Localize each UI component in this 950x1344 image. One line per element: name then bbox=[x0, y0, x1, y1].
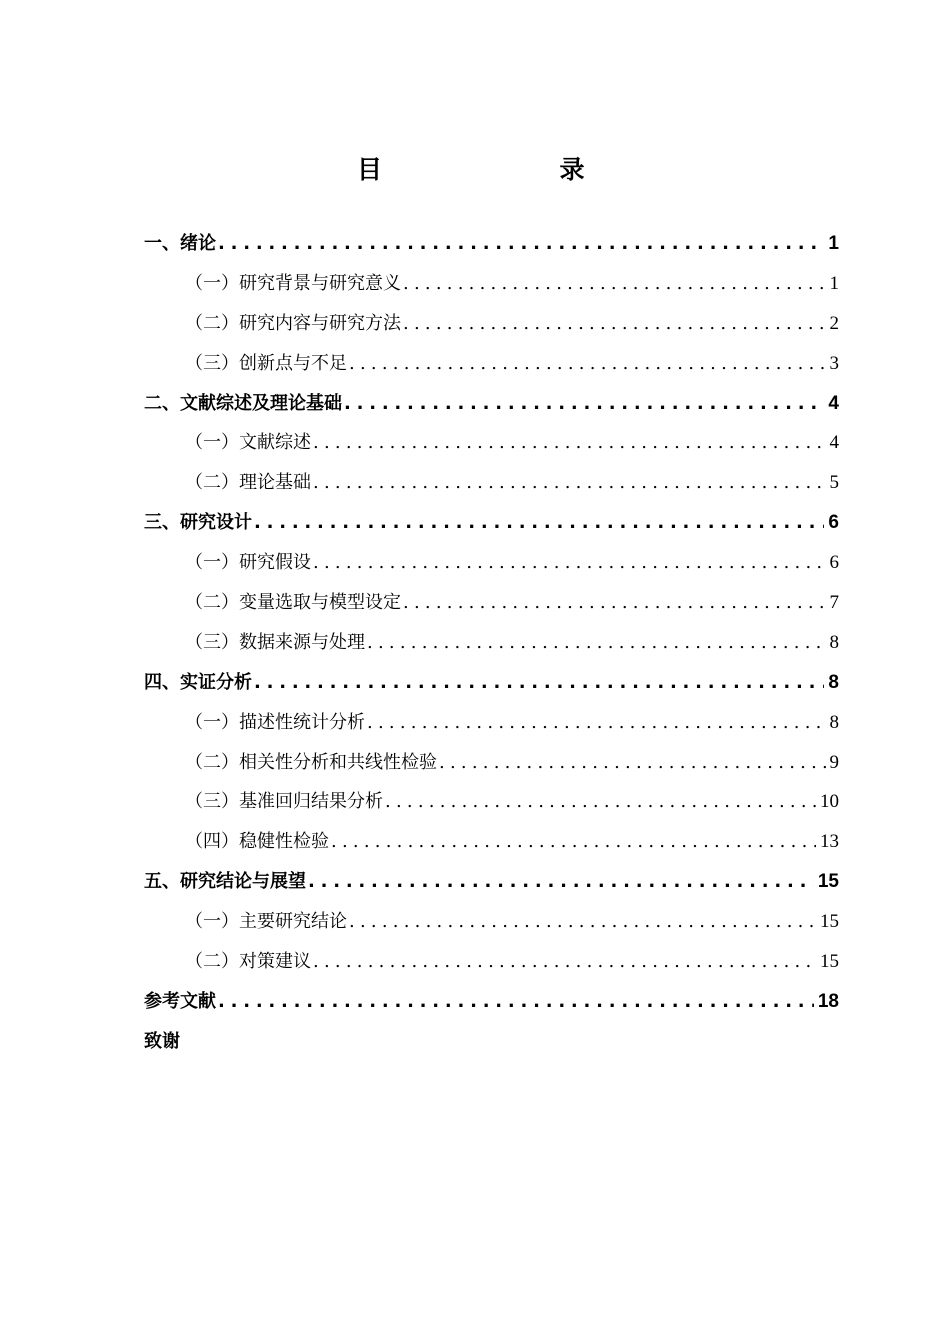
toc-entry-page-number: 15 bbox=[817, 871, 839, 893]
toc-leader-dots bbox=[349, 911, 816, 932]
toc-entry-page-number: 1 bbox=[829, 272, 839, 294]
toc-entry-page-number: 2 bbox=[829, 312, 839, 334]
toc-entry-label: 创新点与不足 bbox=[239, 352, 347, 374]
toc-entry-page-number: 6 bbox=[828, 512, 839, 534]
toc-leader-dots bbox=[367, 712, 826, 733]
toc-entry[interactable] bbox=[144, 468, 839, 508]
toc-entry-page-number: 8 bbox=[829, 711, 839, 733]
toc-entry[interactable] bbox=[144, 708, 839, 748]
toc-entry[interactable] bbox=[144, 947, 839, 987]
toc-entry-number: 二、 bbox=[144, 392, 180, 414]
toc-entry-number: （一） bbox=[185, 711, 239, 733]
toc-leader-dots bbox=[367, 632, 826, 653]
toc-leader-dots bbox=[254, 512, 824, 533]
toc-entry-number: （一） bbox=[185, 552, 239, 574]
toc-entry-label: 文献综述及理论基础 bbox=[180, 392, 342, 414]
toc-entry[interactable] bbox=[144, 588, 839, 628]
toc-entry-label: 致谢 bbox=[144, 1030, 180, 1052]
toc-entry[interactable] bbox=[144, 1027, 839, 1067]
toc-leader-dots bbox=[313, 951, 816, 972]
toc-leader-dots bbox=[403, 313, 826, 334]
toc-entry-number: 三、 bbox=[144, 512, 180, 534]
toc-entry-number: （二） bbox=[185, 472, 239, 494]
toc-entry-number: （三） bbox=[185, 791, 239, 813]
toc-entry-label: 研究内容与研究方法 bbox=[239, 312, 401, 334]
toc-entry-label: 基准回归结果分析 bbox=[239, 791, 383, 813]
toc-entry[interactable] bbox=[144, 229, 839, 269]
toc-entry-page-number: 5 bbox=[829, 472, 839, 494]
toc-entry-label: 稳健性检验 bbox=[239, 831, 329, 853]
toc-entry[interactable] bbox=[144, 628, 839, 668]
toc-entry-page-number: 1 bbox=[828, 233, 839, 254]
toc-entry[interactable] bbox=[144, 867, 839, 907]
toc-entry[interactable] bbox=[144, 787, 839, 827]
toc-entry-number: （一） bbox=[185, 432, 239, 454]
toc-entry[interactable] bbox=[144, 987, 839, 1027]
toc-leader-dots bbox=[349, 353, 826, 374]
toc-entry-page-number: 4 bbox=[829, 432, 839, 454]
toc-entry-page-number: 18 bbox=[817, 990, 839, 1012]
toc-entry[interactable] bbox=[144, 508, 839, 548]
toc-leader-dots bbox=[313, 432, 826, 453]
toc-entry[interactable] bbox=[144, 748, 839, 788]
toc-entry-label: 变量选取与模型设定 bbox=[239, 592, 401, 614]
toc-entry-label: 研究假设 bbox=[239, 552, 311, 574]
toc-entry-number: 五、 bbox=[144, 871, 180, 893]
toc-entry-number: （二） bbox=[185, 592, 239, 614]
toc-leader-dots bbox=[313, 552, 826, 573]
toc-entry-number: （一） bbox=[185, 911, 239, 933]
toc-entry-number: （三） bbox=[185, 631, 239, 653]
toc-entry-label: 参考文献 bbox=[144, 990, 216, 1012]
toc-entry-page-number: 8 bbox=[829, 631, 839, 653]
toc-entry[interactable] bbox=[144, 309, 839, 349]
toc-entry-number: （二） bbox=[185, 312, 239, 334]
toc-entry-label: 实证分析 bbox=[180, 671, 252, 693]
toc-entry-page-number: 6 bbox=[829, 552, 839, 574]
toc-entry-page-number: 15 bbox=[820, 951, 839, 973]
toc-entry[interactable] bbox=[144, 428, 839, 468]
toc-entry-label: 绪论 bbox=[180, 233, 216, 254]
toc-entry-page-number: 4 bbox=[828, 392, 839, 414]
page-title: 目 录 bbox=[356, 155, 627, 184]
toc-leader-dots bbox=[218, 233, 824, 254]
toc-entry-page-number: 7 bbox=[829, 592, 839, 614]
toc-leader-dots bbox=[308, 871, 814, 892]
toc-entry[interactable] bbox=[144, 349, 839, 389]
toc-entry-page-number: 15 bbox=[820, 911, 839, 933]
toc-entry-label: 研究结论与展望 bbox=[180, 871, 306, 893]
toc-entry-page-number: 3 bbox=[829, 352, 839, 374]
toc-entry-number: （四） bbox=[185, 831, 239, 853]
toc-entry-label: 文献综述 bbox=[239, 432, 311, 454]
toc-entry[interactable] bbox=[144, 548, 839, 588]
toc-entry-label: 理论基础 bbox=[239, 472, 311, 494]
toc-entry-page-number: 8 bbox=[828, 671, 839, 693]
toc-entry[interactable] bbox=[144, 668, 839, 708]
toc-entry-number: （二） bbox=[185, 751, 239, 773]
toc-entry-number: 四、 bbox=[144, 671, 180, 693]
toc-leader-dots bbox=[218, 991, 814, 1012]
toc-entry[interactable] bbox=[144, 907, 839, 947]
toc-leader-dots bbox=[403, 592, 826, 613]
table-of-contents bbox=[144, 229, 839, 1067]
toc-entry-number: （二） bbox=[185, 951, 239, 973]
toc-leader-dots bbox=[313, 472, 826, 493]
toc-entry-label: 研究背景与研究意义 bbox=[239, 272, 401, 294]
toc-entry-label: 研究设计 bbox=[180, 512, 252, 534]
toc-entry[interactable] bbox=[144, 827, 839, 867]
toc-leader-dots bbox=[439, 752, 826, 773]
toc-leader-dots bbox=[385, 791, 816, 812]
toc-entry[interactable] bbox=[144, 269, 839, 309]
toc-entry-label: 对策建议 bbox=[239, 951, 311, 973]
toc-entry-number: 一、 bbox=[144, 233, 180, 254]
toc-leader-dots bbox=[403, 273, 826, 294]
toc-entry-page-number: 13 bbox=[820, 831, 839, 853]
toc-leader-dots bbox=[331, 831, 816, 852]
toc-entry-number: （一） bbox=[185, 272, 239, 294]
toc-entry-number: （三） bbox=[185, 352, 239, 374]
toc-entry-page-number: 10 bbox=[820, 791, 839, 813]
toc-entry-label: 数据来源与处理 bbox=[239, 631, 365, 653]
toc-leader-dots bbox=[254, 672, 824, 693]
toc-entry[interactable] bbox=[144, 389, 839, 429]
toc-entry-label: 相关性分析和共线性检验 bbox=[239, 751, 437, 773]
toc-entry-page-number: 9 bbox=[829, 751, 839, 773]
toc-leader-dots bbox=[344, 393, 824, 414]
toc-entry-label: 主要研究结论 bbox=[239, 911, 347, 933]
toc-entry-label: 描述性统计分析 bbox=[239, 711, 365, 733]
